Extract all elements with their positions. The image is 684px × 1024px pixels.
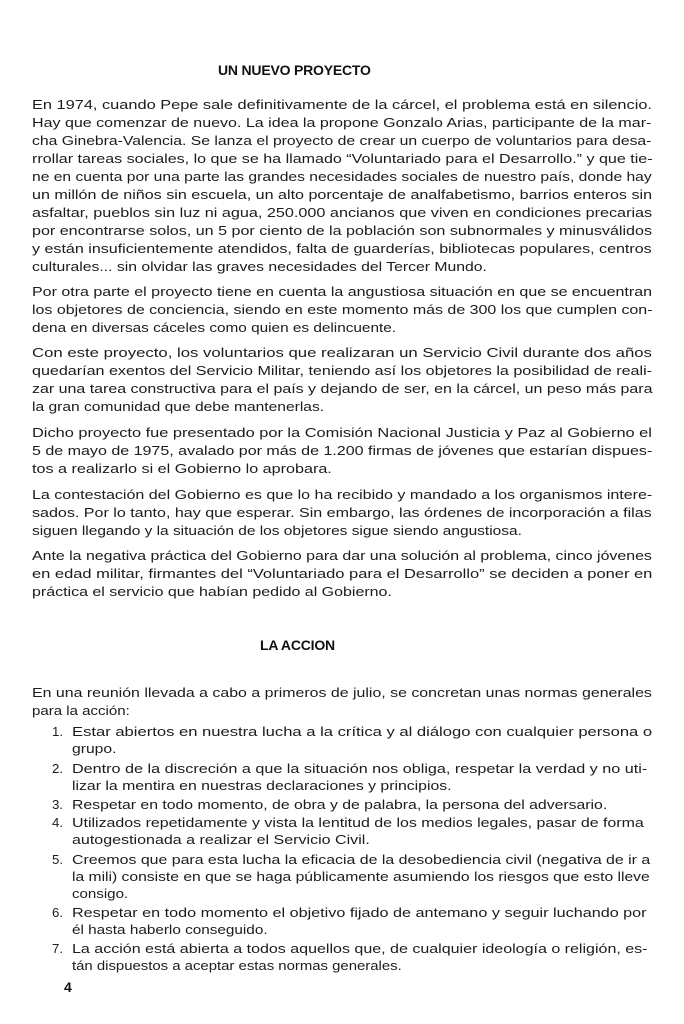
text-line: y están insuficientemente atendidos, falta de guarderías, bibliotecas populares, centros (32, 241, 652, 256)
text-line: zar una tarea constructiva para el país y dejando de ser, en la cárcel, un peso más para (32, 381, 653, 396)
section-heading-la-accion: LA ACCION (260, 637, 335, 653)
list-number: 6. (52, 905, 63, 920)
list-number: 5. (52, 852, 63, 867)
text-line: Por otra parte el proyecto tiene en cuenta la angustiosa situación en que se encuentran (32, 284, 652, 299)
text-line: la mili) consiste en que se haga públicamente asumiendo los riesgos que esto lleve (72, 869, 650, 884)
text-line: tos a realizarlo si el Gobierno lo aprobara. (32, 461, 332, 476)
text-line: rrollar tareas sociales, lo que se ha llamado “Voluntariado para el Desarrollo.” y que tie- (32, 151, 653, 166)
section-heading-nuevo-proyecto: UN NUEVO PROYECTO (218, 62, 371, 78)
text-line: En una reunión llevada a cabo a primeros de julio, se concretan unas normas generales (32, 685, 652, 700)
text-line: cha Ginebra-Valencia. Se lanza el proyecto de crear un cuerpo de voluntarios para desa- (32, 133, 652, 148)
text-line: en edad militar, firmantes del “Voluntariado para el Desarrollo” se deciden a poner en (32, 566, 653, 581)
text-line: Estar abiertos en nuestra lucha a la crítica y al diálogo con cualquier persona o (72, 724, 653, 739)
text-line: Ante la negativa práctica del Gobierno para dar una solución al problema, cinco jóvenes (32, 548, 652, 563)
list-number: 4. (52, 815, 63, 830)
text-line: La acción está abierta a todos aquellos que, de cualquier ideología o religión, es- (72, 941, 648, 956)
list-number: 2. (52, 761, 63, 776)
text-line: tán dispuestos a aceptar estas normas generales. (72, 958, 402, 973)
page-number: 4 (64, 979, 72, 995)
text-line: él hasta haberlo conseguido. (72, 922, 268, 937)
text-line: práctica el servicio que habían pedido al Gobierno. (32, 584, 392, 599)
text-line: la gran comunidad que debe mantenerlas. (32, 399, 325, 414)
text-line: para la acción: (32, 703, 130, 718)
text-line: asfaltar, pueblos sin luz ni agua, 250.000 ancianos que viven en condiciones precarias (32, 205, 653, 220)
text-line: La contestación del Gobierno es que lo ha recibido y mandado a los organismos intere- (32, 487, 653, 502)
text-line: por encontrarse solos, un 5 por ciento de la población son subnormales y minusválidos (32, 223, 653, 238)
text-line: sados. Por lo tanto, hay que esperar. Sin embargo, las órdenes de incorporación a filas (32, 505, 652, 520)
text-line: Respetar en todo momento, de obra y de palabra, la persona del adversario. (72, 797, 608, 812)
text-line: los objetores de conciencia, siendo en este momento más de 300 los que cumplen con- (32, 302, 653, 317)
text-line: grupo. (72, 741, 117, 756)
text-line: un millón de niños sin escuela, un alto porcentaje de analfabetismo, barrios enteros sin (32, 187, 653, 202)
list-number: 1. (52, 724, 63, 739)
text-line: En 1974, cuando Pepe sale definitivamente de la cárcel, el problema está en silencio. (32, 97, 652, 112)
text-line: dena en diversas cáceles como quien es delincuente. (32, 320, 397, 335)
text-line: autogestionada a realizar el Servicio Civil. (72, 832, 370, 847)
text-line: lizar la mentira en nuestras declaraciones y principios. (72, 778, 452, 793)
text-line: Respetar en todo momento el objetivo fijado de antemano y seguir luchando por (72, 905, 647, 920)
text-line: quedarían exentos del Servicio Militar, teniendo así los objetores la posibilidad de reali- (32, 363, 653, 378)
text-line: Con este proyecto, los voluntarios que realizaran un Servicio Civil durante dos años (32, 345, 652, 360)
text-line: Dentro de la discreción a que la situación nos obliga, respetar la verdad y no uti- (72, 761, 648, 776)
text-line: siguen llegando y la situación de los objetores sigue siendo angustiosa. (32, 523, 522, 538)
text-line: ne en cuenta por una parte las grandes necesidades sociales de nuestro país, donde hay (32, 169, 652, 184)
text-line: Dicho proyecto fue presentado por la Comisión Nacional Justicia y Paz al Gobierno el (32, 425, 652, 440)
list-number: 7. (52, 941, 63, 956)
text-line: Creemos que para esta lucha la eficacia de la desobediencia civil (negativa de ir a (72, 852, 651, 867)
text-line: culturales... sin olvidar las graves necesidades del Tercer Mundo. (32, 259, 487, 274)
text-line: consigo. (72, 886, 129, 901)
text-line: 5 de mayo de 1975, avalado por más de 1.200 firmas de jóvenes que estarían dispues- (32, 443, 653, 458)
list-number: 3. (52, 797, 63, 812)
text-line: Utilizados repetidamente y vista la lentitud de los medios legales, pasar de forma (72, 815, 644, 830)
text-line: Hay que comenzar de nuevo. La idea la propone Gonzalo Arias, participante de la mar- (32, 115, 652, 130)
